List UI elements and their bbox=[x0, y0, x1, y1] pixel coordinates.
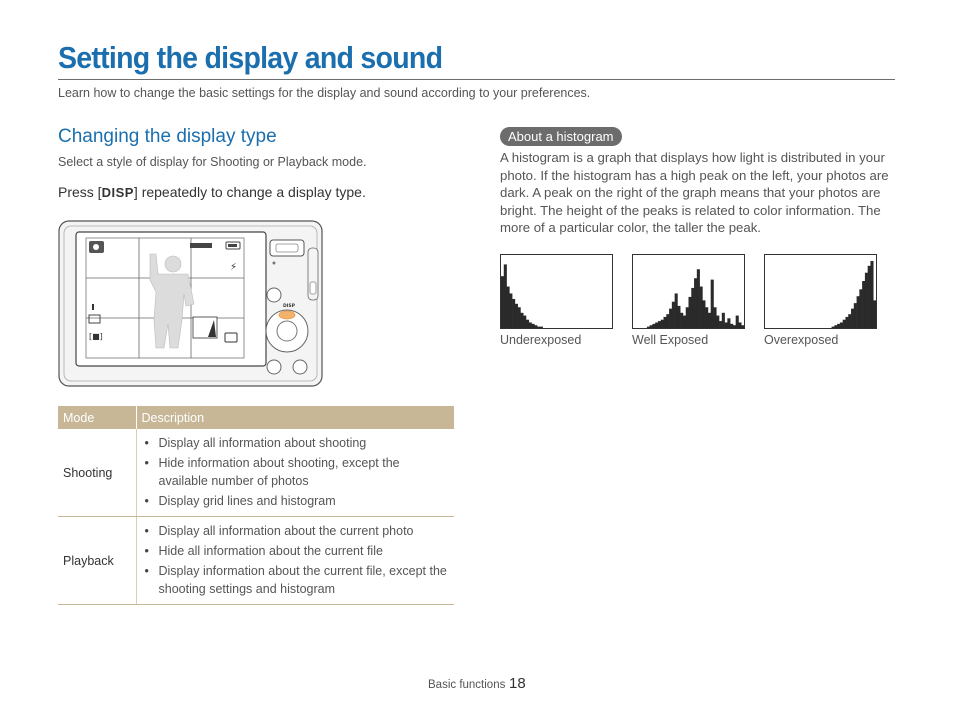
display-mode-table bbox=[58, 406, 454, 605]
histogram-label-well-exposed: Well Exposed bbox=[632, 333, 709, 347]
histogram-bar bbox=[865, 273, 868, 328]
list-item: • Hide all information about the current file bbox=[145, 542, 449, 560]
histogram-bar bbox=[736, 316, 739, 328]
disp-key-label: DISP bbox=[101, 185, 134, 200]
title-divider bbox=[58, 79, 895, 80]
histogram-bar bbox=[507, 287, 510, 328]
histogram-bar bbox=[837, 324, 840, 328]
svg-text:⚡: ⚡ bbox=[230, 262, 238, 273]
histogram-bar bbox=[652, 324, 655, 328]
histogram-bar bbox=[686, 307, 689, 328]
section-heading: Changing the display type bbox=[58, 126, 277, 147]
histogram-bar bbox=[666, 314, 669, 328]
histogram-bar bbox=[661, 320, 664, 328]
histogram-bar bbox=[851, 309, 854, 328]
histogram-bar bbox=[697, 269, 700, 328]
histogram-bar bbox=[848, 314, 851, 328]
histogram-badge: About a histogram bbox=[500, 127, 622, 146]
histogram-bar bbox=[534, 325, 537, 328]
histogram-bar bbox=[689, 297, 692, 328]
histogram-bar bbox=[650, 325, 653, 328]
histogram-bar bbox=[529, 322, 532, 328]
histogram-bar bbox=[702, 300, 705, 328]
histogram-bar bbox=[840, 322, 843, 328]
table-row bbox=[58, 517, 454, 605]
histogram-bar bbox=[537, 327, 540, 328]
histogram-bar bbox=[705, 307, 708, 328]
histogram-bar bbox=[669, 309, 672, 328]
histogram-bar bbox=[664, 317, 667, 328]
histogram-bar bbox=[716, 316, 719, 328]
section-description: Select a style of display for Shooting or Playback mode. bbox=[58, 155, 367, 169]
histogram-bar bbox=[708, 313, 711, 328]
histogram-bar bbox=[672, 302, 675, 328]
histogram-bar bbox=[501, 276, 504, 328]
page-title: Setting the display and sound bbox=[58, 40, 443, 75]
column-header-mode: Mode bbox=[58, 406, 136, 429]
histogram-bar bbox=[722, 313, 725, 328]
histogram-bar bbox=[868, 266, 871, 328]
histogram-bar bbox=[683, 316, 686, 328]
histogram-bar bbox=[647, 327, 650, 328]
histogram-bar bbox=[677, 306, 680, 328]
column-header-description: Description bbox=[136, 406, 454, 429]
histogram-bar bbox=[873, 300, 876, 328]
footer-page-number: 18 bbox=[509, 675, 526, 692]
histogram-bar bbox=[532, 324, 535, 328]
histogram-bar bbox=[515, 304, 518, 328]
camera-disp-label: DISP bbox=[283, 304, 295, 309]
histogram-bar bbox=[526, 320, 529, 328]
histogram-bar bbox=[730, 324, 733, 328]
histogram-bar bbox=[680, 313, 683, 328]
histogram-bar bbox=[832, 327, 835, 328]
camera-back-illustration bbox=[58, 220, 323, 387]
histogram-bar bbox=[711, 280, 714, 328]
histogram-bar bbox=[713, 307, 716, 328]
histogram-bar bbox=[520, 313, 523, 328]
histogram-label-overexposed: Overexposed bbox=[764, 333, 839, 347]
list-item: • Hide information about shooting, except the available number of photos bbox=[145, 454, 449, 490]
svg-text:[■]: [■] bbox=[89, 332, 103, 341]
histogram-underexposed bbox=[500, 254, 613, 329]
footer-section-name: Basic functions bbox=[428, 679, 506, 691]
description-list bbox=[145, 434, 449, 510]
table-header-row bbox=[58, 406, 454, 429]
list-item: • Display information about the current file, except the shooting settings and histogram bbox=[145, 562, 449, 598]
histogram-bar bbox=[675, 293, 678, 328]
histogram-bar bbox=[719, 321, 722, 328]
page-subtitle: Learn how to change the basic settings for the display and sound according to your preferences. bbox=[58, 86, 591, 100]
mode-cell: Shooting bbox=[58, 429, 136, 517]
histogram-bar bbox=[859, 289, 862, 328]
histogram-bar bbox=[845, 317, 848, 328]
histogram-explanation: A histogram is a graph that displays how light is distributed in your photo. If the histogram has a high peak on the left, your photos are dark. A peak on the right of the graph means that your photos are bright. The height of the peaks is related to color information. The more of a particular color, the taller the peak. bbox=[500, 150, 889, 236]
histogram-bar bbox=[523, 316, 526, 328]
list-item: • Display grid lines and histogram bbox=[145, 492, 449, 510]
histogram-bar bbox=[870, 261, 873, 328]
histogram-bar bbox=[504, 264, 507, 328]
histogram-bar bbox=[694, 278, 697, 328]
histogram-bar bbox=[727, 318, 730, 328]
instruction-pre: Press [ bbox=[58, 184, 102, 200]
histogram-overexposed bbox=[764, 254, 877, 329]
description-cell bbox=[136, 517, 454, 605]
list-item: • Display all information about shooting bbox=[145, 434, 449, 452]
histogram-bar bbox=[857, 296, 860, 328]
instruction-post: ] repeatedly to change a display type. bbox=[133, 184, 366, 200]
mode-cell: Playback bbox=[58, 517, 136, 605]
description-list bbox=[145, 522, 449, 598]
histogram-bar bbox=[738, 322, 741, 328]
histogram-bar bbox=[854, 303, 857, 328]
histogram-bar bbox=[509, 293, 512, 328]
histogram-label-underexposed: Underexposed bbox=[500, 333, 582, 347]
histogram-bar bbox=[658, 321, 661, 328]
histogram-bar bbox=[700, 287, 703, 328]
histogram-bar bbox=[655, 322, 658, 328]
list-item: • Display all information about the current photo bbox=[145, 522, 449, 540]
histogram-bar bbox=[834, 325, 837, 328]
histogram-bar bbox=[540, 327, 543, 328]
histogram-bar bbox=[725, 322, 728, 328]
instruction-text bbox=[58, 184, 366, 200]
table-row bbox=[58, 429, 454, 517]
histogram-bar bbox=[518, 307, 521, 328]
histogram-bar bbox=[733, 325, 736, 328]
histogram-bar bbox=[843, 320, 846, 328]
description-cell bbox=[136, 429, 454, 517]
histogram-bar bbox=[512, 299, 515, 328]
histogram-bar bbox=[741, 325, 744, 328]
histogram-bar bbox=[691, 288, 694, 328]
histogram-well-exposed bbox=[632, 254, 745, 329]
histogram-bar bbox=[862, 281, 865, 328]
